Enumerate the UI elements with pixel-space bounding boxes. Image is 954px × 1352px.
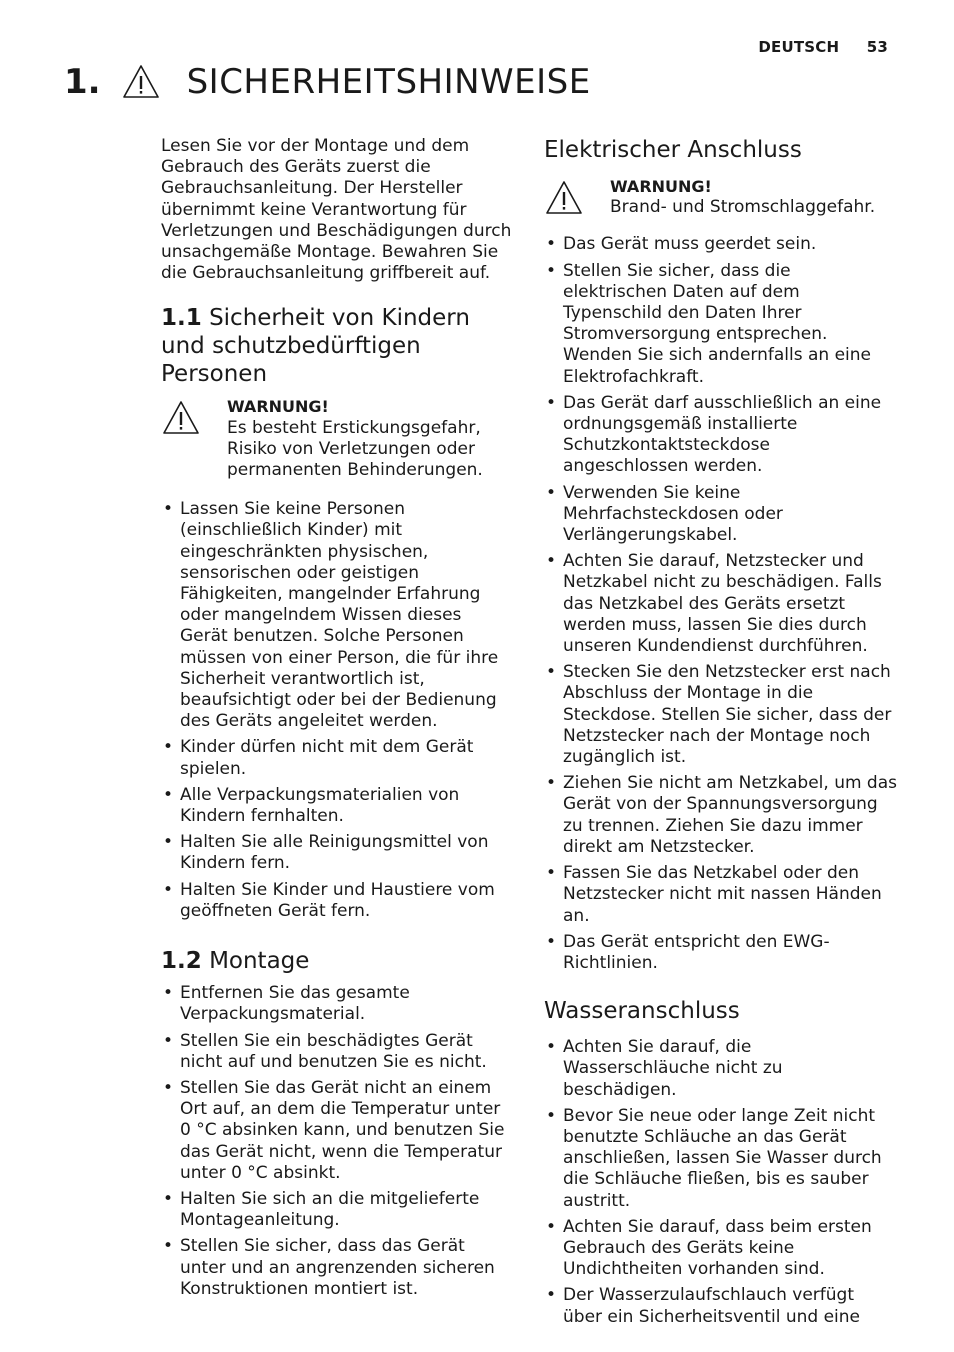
list-item: • Halten Sie sich an die mitgelieferte Montageanleitung. — [163, 1188, 480, 1231]
warning-text: Es besteht Erstickungsgefahr, Risiko von Verletzungen oder permanenten Behinderungen. — [227, 417, 483, 481]
language-label: DEUTSCH — [758, 38, 840, 56]
list-item: • Achten Sie darauf, Netzstecker und Netzkabel nicht zu beschädigen. Falls das Netzkabel des Geräts ersetzt werden muss, lassen Sie dies durch unseren Kundendienst durchführen. — [546, 551, 882, 657]
chapter-number: 1. — [64, 62, 101, 102]
list-item: • Stellen Sie sicher, dass die elektrischen Daten auf dem Typenschild den Daten Ihrer Stromversorgung entsprechen. Wenden Sie sich andernfalls an eine Elektrofachkraft. — [546, 260, 871, 387]
list-item: • Das Gerät darf ausschließlich an eine ordnungsgemäß installierte Schutzkontaktsteckdose angeschlossen werden. — [546, 392, 882, 477]
list-item: • Stellen Sie ein beschädigtes Gerät nicht auf und benutzen Sie es nicht. — [163, 1030, 487, 1072]
electrical-heading: Elektrischer Anschluss — [544, 137, 802, 163]
chapter-title — [64, 62, 591, 102]
list-item: • Der Wasserzulaufschlauch verfügt über ein Sicherheitsventil und eine — [546, 1285, 861, 1327]
list-item: • Achten Sie darauf, die Wasserschläuche nicht zu beschädigen. — [546, 1037, 783, 1100]
water-list — [544, 1037, 898, 1328]
warning-triangle-icon — [121, 62, 161, 102]
installation-list — [161, 983, 513, 1300]
list-item: • Das Gerät muss geerdet sein. — [546, 234, 817, 255]
warning-box — [544, 176, 898, 218]
list-item: • Alle Verpackungsmaterialien von Kindern fernhalten. — [163, 784, 460, 827]
list-item: • Stellen Sie das Gerät nicht an einem Ort auf, an dem die Temperatur unter 0 °C absinken kann, und benutzen Sie das Gerät nicht, wenn die Temperatur unter 0 °C absinkt. — [163, 1077, 505, 1183]
child-safety-list — [161, 499, 513, 922]
list-item: • Stecken Sie den Netzstecker erst nach Abschluss der Montage in die Steckdose. Stellen Sie sicher, dass der Netzstecker nach der Montage noch zugänglich ist. — [546, 662, 892, 768]
chapter-heading: SICHERHEITSHINWEISE — [186, 62, 591, 102]
list-item: • Bevor Sie neue oder lange Zeit nicht benutzte Schläuche an das Gerät anschließen, lassen Sie Wasser durch die Schläuche fließen, bis es sauber austritt. — [546, 1105, 882, 1211]
section-title: Sicherheit von Kindern und schutzbedürftigen Personen — [161, 305, 470, 388]
warning-text: Brand- und Stromschlaggefahr. — [610, 197, 876, 218]
section-number: 1.1 — [161, 305, 202, 332]
page-number: 53 — [866, 38, 888, 56]
warning-triangle-icon — [161, 398, 201, 438]
list-item: • Achten Sie darauf, dass beim ersten Gebrauch des Geräts keine Undichtheiten vorhanden sind. — [546, 1216, 872, 1280]
list-item: • Verwenden Sie keine Mehrfachsteckdosen oder Verlängerungskabel. — [546, 482, 783, 546]
warning-triangle-icon — [544, 178, 584, 218]
list-item: • Ziehen Sie nicht am Netzkabel, um das Gerät von der Spannungsversorgung zu trennen. Ziehen Sie dazu immer direkt am Netzstecker. — [546, 773, 897, 857]
water-heading: Wasseranschluss — [544, 998, 740, 1025]
section-1-1-heading — [161, 304, 513, 388]
section-number: 1.2 — [161, 948, 202, 975]
list-item: • Kinder dürfen nicht mit dem Gerät spielen. — [163, 737, 474, 779]
intro-paragraph: Lesen Sie vor der Montage und dem Gebrauch des Geräts zuerst die Gebrauchsanleitung. Der Hersteller übernimmt keine Verantwortung für Verletzungen und Beschädigungen durch unsachgemäße Montage. Bewahren Sie die Gebrauchsanleitung griffbereit auf. — [161, 136, 512, 284]
section-title: Montage — [209, 948, 310, 975]
list-item: • Fassen Sie das Netzkabel oder den Netzstecker nicht mit nassen Händen an. — [546, 863, 882, 926]
left-column — [161, 136, 513, 1305]
page-header — [758, 38, 888, 56]
list-item: • Entfernen Sie das gesamte Verpackungsmaterial. — [163, 983, 410, 1025]
warning-box — [161, 396, 513, 481]
list-item: • Stellen Sie sicher, dass das Gerät unter und an angrenzenden sicheren Konstruktionen montiert ist. — [163, 1236, 495, 1299]
warning-label: WARNUNG! — [227, 397, 329, 417]
list-item: • Halten Sie alle Reinigungsmittel von Kindern fern. — [163, 832, 489, 874]
right-column — [544, 136, 898, 1333]
list-item: • Lassen Sie keine Personen (einschließlich Kinder) mit eingeschränkten physischen, sensorischen oder geistigen Fähigkeiten, mangelnder Erfahrung oder mangelndem Wissen dieses Gerät benutzen. Solche Personen müssen von einer Person, die für ihre Sicherheit verantwortlich ist, beaufsichtigt oder bei der Bedienung des Geräts angeleitet werden. — [163, 499, 499, 732]
section-1-2-heading — [161, 947, 513, 975]
list-item: • Das Gerät entspricht den EWG-Richtlinien. — [546, 931, 830, 973]
electrical-list — [544, 234, 898, 974]
warning-label: WARNUNG! — [610, 177, 712, 196]
list-item: • Halten Sie Kinder und Haustiere vom geöffneten Gerät fern. — [163, 879, 495, 921]
